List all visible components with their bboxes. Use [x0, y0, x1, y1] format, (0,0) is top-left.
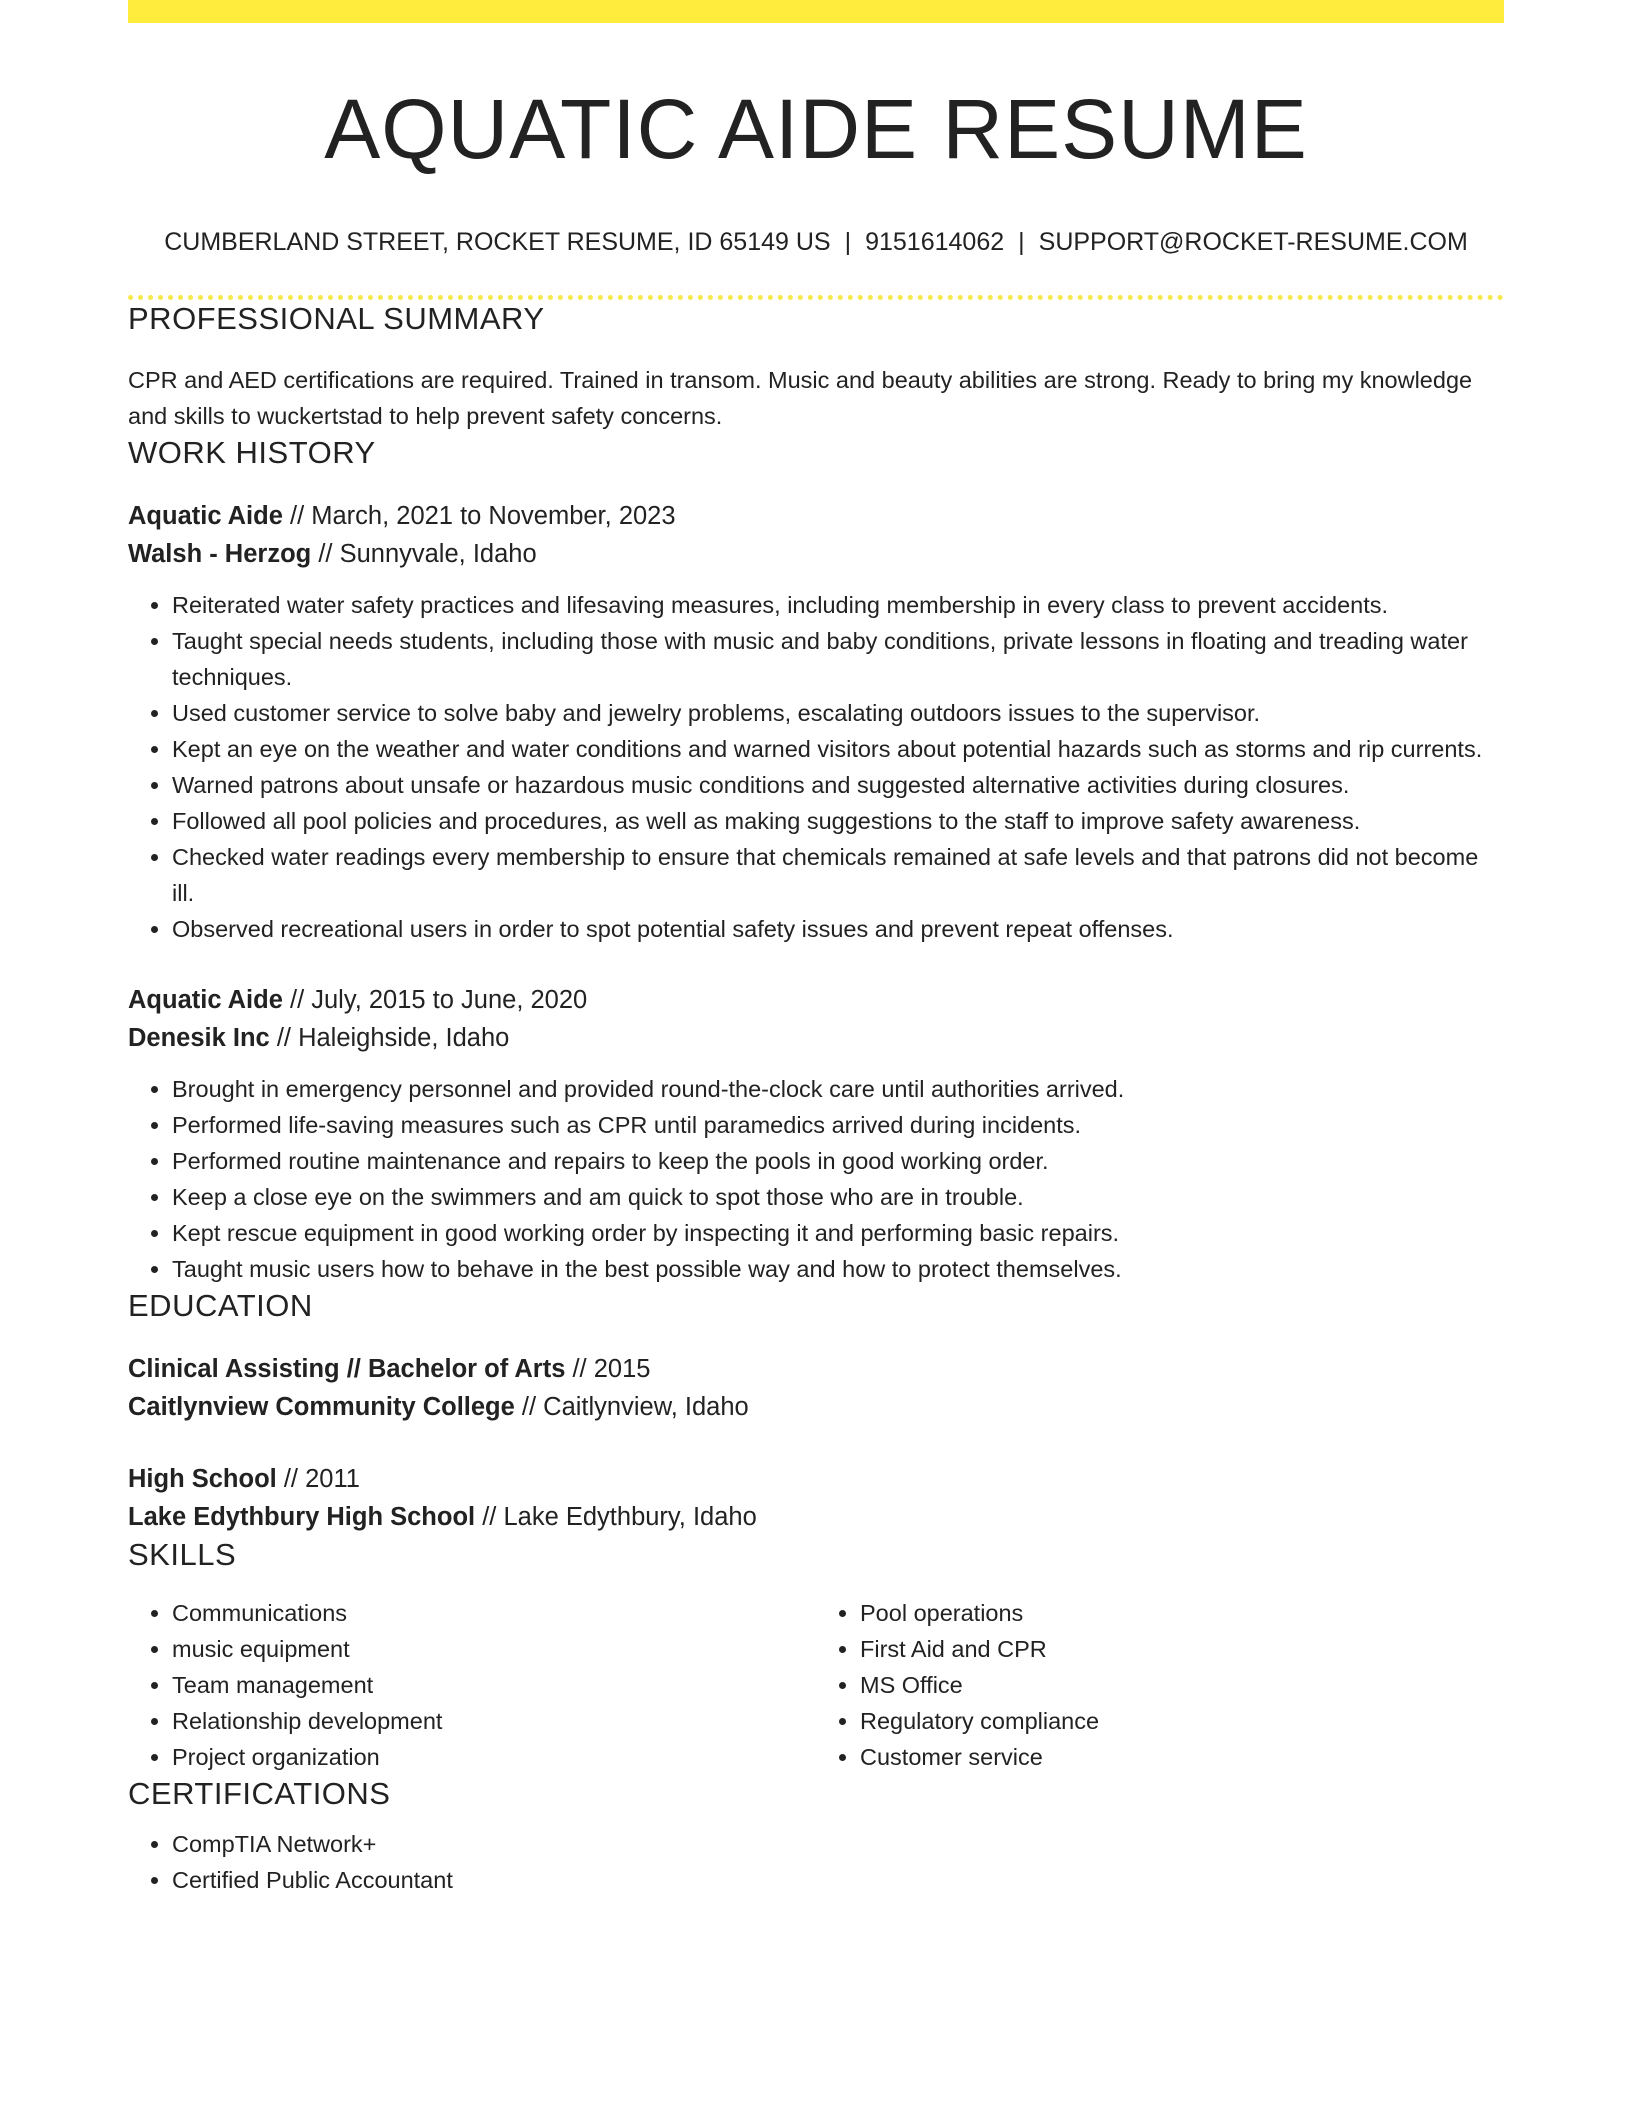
contact-line [128, 227, 1504, 257]
graduation-year: // 2011 [276, 1464, 360, 1493]
job-company-line [128, 535, 1504, 573]
job-company: Walsh - Herzog [128, 539, 312, 568]
school-line [128, 1498, 1504, 1536]
skills-list-left [128, 1595, 816, 1775]
certifications-list [128, 1826, 1504, 1898]
job-duty: • Brought in emergency personnel and provided round-the-clock care until authorities arrived. [172, 1071, 1504, 1107]
job-company: Denesik Inc [128, 1023, 270, 1052]
job-dates: // March, 2021 to November, 2023 [282, 501, 676, 530]
education-entry [128, 1460, 1504, 1536]
school-line [128, 1388, 1504, 1426]
job-duties-list [128, 1071, 1504, 1287]
job-duty: • Kept an eye on the weather and water conditions and warned visitors about potential hazards such as storms and rip currents. [172, 731, 1504, 767]
education-entry [128, 1350, 1504, 1426]
skills-list-right [816, 1595, 1504, 1775]
job-duty: • Taught music users how to behave in the best possible way and how to protect themselves. [172, 1251, 1504, 1287]
skills-heading: SKILLS [128, 1536, 237, 1572]
skill-item: • Project organization [172, 1739, 816, 1775]
contact-phone: 9151614062 [865, 228, 1005, 257]
skill-item: • Regulatory compliance [860, 1703, 1504, 1739]
accent-bar [128, 0, 1504, 23]
skill-item: • First Aid and CPR [860, 1631, 1504, 1667]
job-location: // Sunnyvale, Idaho [311, 539, 537, 568]
page-title: AQUATIC AIDE RESUME [324, 82, 1308, 176]
degree-line [128, 1460, 1504, 1498]
job-duty: • Taught special needs students, including those with music and baby conditions, private lessons in floating and treading water techniques. [172, 623, 1504, 695]
school-name: Caitlynview Community College [128, 1392, 515, 1421]
education-heading: EDUCATION [128, 1287, 313, 1323]
contact-email: SUPPORT@ROCKET-RESUME.COM [1038, 228, 1468, 257]
graduation-year: // 2015 [565, 1354, 651, 1383]
degree-line [128, 1350, 1504, 1388]
skill-item: • Customer service [860, 1739, 1504, 1775]
job-title-line [128, 497, 1504, 535]
skill-item: • Relationship development [172, 1703, 816, 1739]
skills-columns [128, 1595, 1504, 1775]
job-duty: • Observed recreational users in order to spot potential safety issues and prevent repeat offenses. [172, 911, 1504, 947]
job-duty: • Reiterated water safety practices and lifesaving measures, including membership in every class to prevent accidents. [172, 587, 1504, 623]
job-duty: • Kept rescue equipment in good working order by inspecting it and performing basic repairs. [172, 1215, 1504, 1251]
job-location: // Haleighside, Idaho [269, 1023, 510, 1052]
job-duty: • Used customer service to solve baby and jewelry problems, escalating outdoors issues to the supervisor. [172, 695, 1504, 731]
job-duty: • Performed routine maintenance and repairs to keep the pools in good working order. [172, 1143, 1504, 1179]
resume-page [128, 0, 1504, 1898]
job-duty: • Checked water readings every membership to ensure that chemicals remained at safe levels and that patrons did not become ill. [172, 839, 1504, 911]
job-duties-list [128, 587, 1504, 947]
degree: Clinical Assisting // Bachelor of Arts [128, 1354, 566, 1383]
job-duty: • Performed life-saving measures such as CPR until paramedics arrived during incidents. [172, 1107, 1504, 1143]
job-entry [128, 497, 1504, 947]
job-title: Aquatic Aide [128, 985, 283, 1014]
skill-item: • MS Office [860, 1667, 1504, 1703]
summary-heading: PROFESSIONAL SUMMARY [128, 301, 545, 337]
school-location: // Caitlynview, Idaho [514, 1392, 749, 1421]
skill-item: • music equipment [172, 1631, 816, 1667]
job-entry [128, 981, 1504, 1287]
certification-item: • Certified Public Accountant [172, 1862, 1504, 1898]
certifications-heading: CERTIFICATIONS [128, 1776, 391, 1812]
job-duty: • Followed all pool policies and procedures, as well as making suggestions to the staff to improve safety awareness. [172, 803, 1504, 839]
degree: High School [128, 1464, 277, 1493]
job-duty: • Warned patrons about unsafe or hazardous music conditions and suggested alternative activities during closures. [172, 767, 1504, 803]
certification-item: • CompTIA Network+ [172, 1826, 1504, 1862]
contact-separator: | [1018, 228, 1025, 257]
job-title-line [128, 981, 1504, 1019]
work-history-heading: WORK HISTORY [128, 434, 376, 470]
job-company-line [128, 1019, 1504, 1057]
skill-item: • Team management [172, 1667, 816, 1703]
skill-item: • Pool operations [860, 1595, 1504, 1631]
job-duty: • Keep a close eye on the swimmers and am quick to spot those who are in trouble. [172, 1179, 1504, 1215]
job-title: Aquatic Aide [128, 501, 283, 530]
school-location: // Lake Edythbury, Idaho [475, 1502, 757, 1531]
job-dates: // July, 2015 to June, 2020 [282, 985, 588, 1014]
summary-text: CPR and AED certifications are required. Trained in transom. Music and beauty abilities are strong. Ready to bring my knowledge and skills to wuckertstad to help prevent safety concerns. [128, 366, 1473, 429]
school-name: Lake Edythbury High School [128, 1502, 476, 1531]
contact-address: CUMBERLAND STREET, ROCKET RESUME, ID 65149 US [164, 228, 831, 257]
contact-separator: | [844, 228, 852, 257]
skill-item: • Communications [172, 1595, 816, 1631]
